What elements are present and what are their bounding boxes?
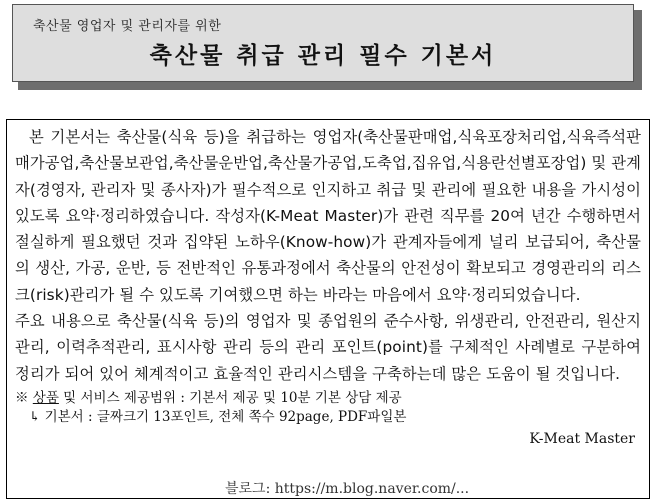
author-name: K-Meat Master [529,430,635,447]
page-title: 축산물 취급 관리 필수 기본서 [149,43,497,69]
note-marker: ※ [15,389,29,406]
content-box [6,119,650,499]
footer-link[interactable]: 블로그: https://m.blog.naver.com/... [225,481,470,497]
header-box [12,4,634,82]
intro-paragraph: 본 기본서는 축산물(식육 등)을 취급하는 영업자(축산물판매업,식육포장처리업,식육즉석판매가공업,축산물보관업,축산물운반업,축산물가공업,도축업,집유업,식용란선별포장업) 및 관계자(경영자, 관리자 및 종사자)가 필수적으로 인지하고 취급 및 관리에 필요한 내용을 가시성이 있도록 요약·정리하였습니다. 작성자(K-Meat Master)가 관련 직무를 20여 년간 수행하면서 절실하게 필요했던 것과 집약된 노하우(Know-how)가 관계자들에게 널리 보급되어, 축산물의 생산, 가공, 운반, 등 전반적인 유통과정에서 축산물의 안전성이 확보되고 경영관리의 리스크(risk)관리가 될 수 있도록 기여했으면 하는 바라는 마음에서 요약·정리되었습니다. [15,128,641,304]
note-detail: ↳ 기본서 : 글짜크기 13포인트, 전체 쪽수 92page, PDF파일본 [29,408,407,425]
header-subtitle: 축산물 영업자 및 관리자를 위한 [33,19,222,34]
note-line1: 및 서비스 제공범위 : 기본서 제공 및 10분 기본 상담 제공 [58,389,402,406]
note-product-label: 상품 [32,389,59,406]
service-note [15,389,641,408]
content-paragraph: 주요 내용으로 축산물(식육 등)의 영업자 및 종업원의 준수사항, 위생관리, 안전관리, 원산지관리, 이력추적관리, 표시사항 관리 등의 관리 포인트(point)를 구체적인 사례별로 구분하여 정리가 되어 있어 체계적이고 효율적인 관리시스템을 구축하는데 많은 도움이 될 것입니다. [15,312,641,383]
